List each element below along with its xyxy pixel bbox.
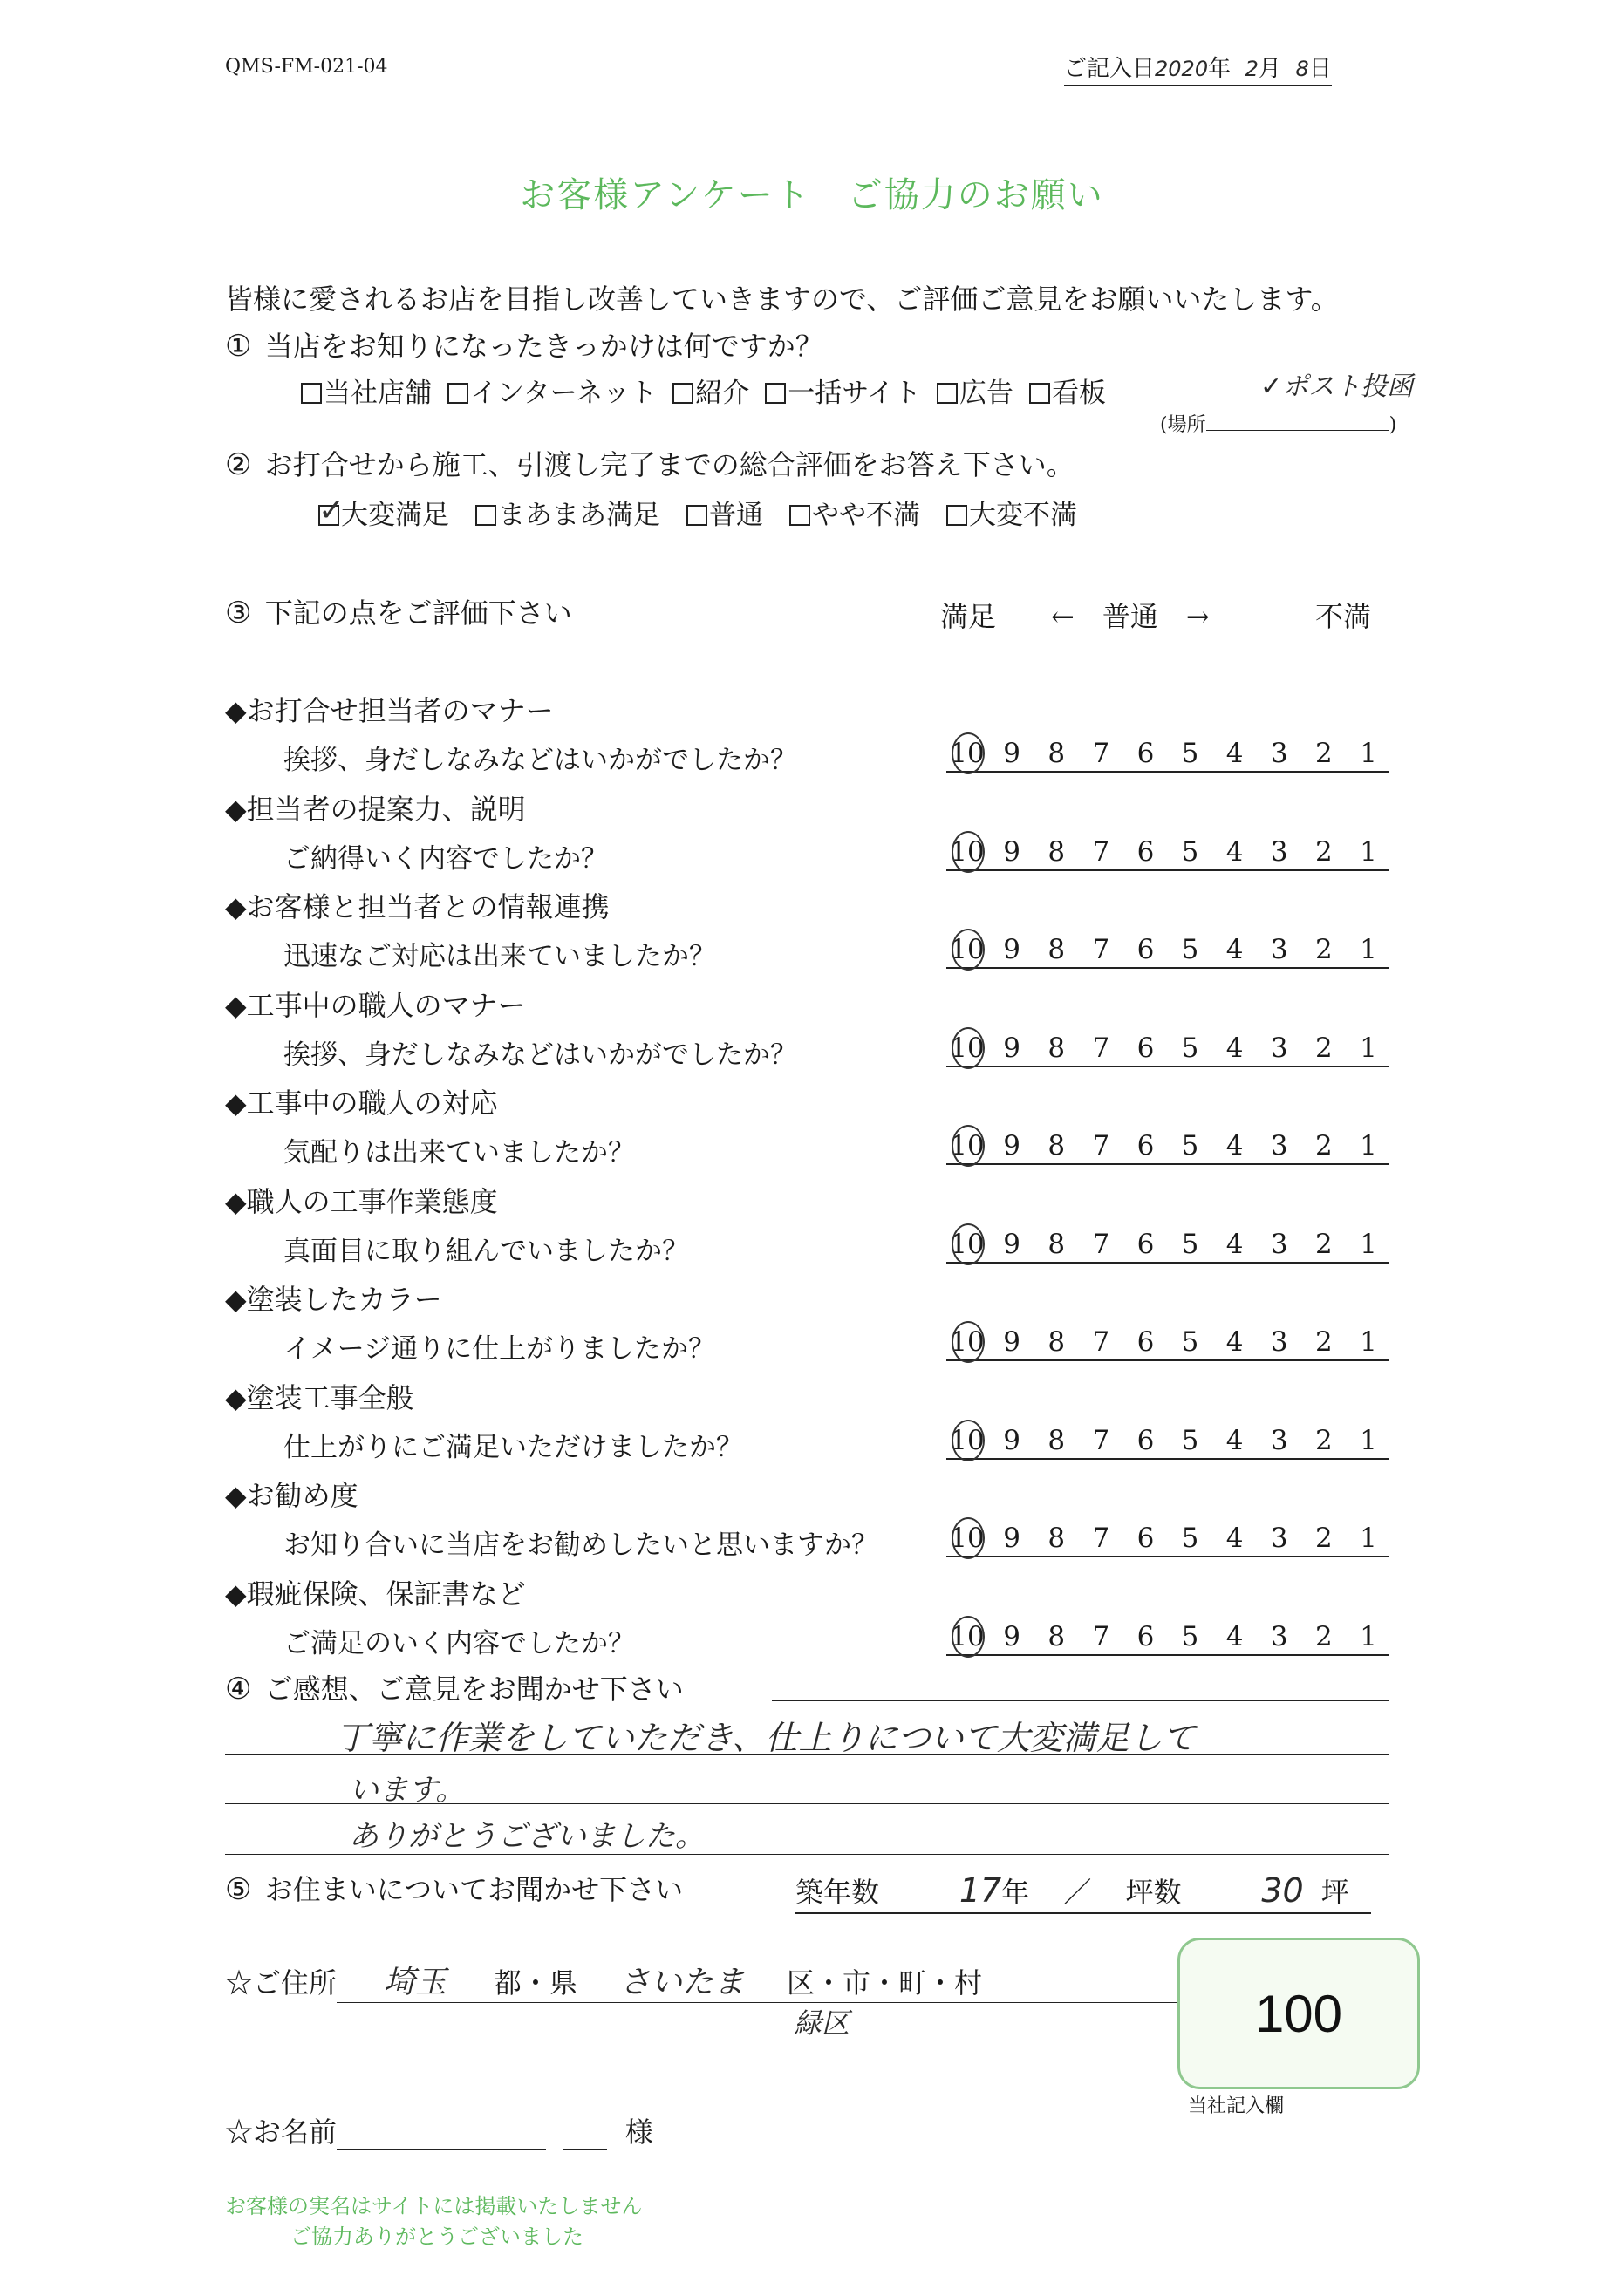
rating-option[interactable]: 1 [1360,1326,1377,1358]
rating-option[interactable]: 3 [1270,934,1288,965]
rating-option[interactable]: 9 [1003,1130,1020,1162]
name-label: ☆お名前 [225,2115,338,2149]
page-title: お客様アンケート ご協力のお願い [520,175,1104,215]
rating-option[interactable]: 7 [1092,1424,1110,1456]
rating-option[interactable]: 6 [1136,1032,1155,1064]
internal-score: 100 [1254,1984,1343,2043]
form-code: QMS-FM-021-04 [225,56,388,78]
rating-option[interactable]: 3 [1270,1620,1288,1652]
address-prefecture[interactable]: 埼玉 [384,1965,447,2000]
rating-option-selected[interactable]: 10 [950,1523,985,1554]
rating-option[interactable]: 5 [1181,1228,1199,1260]
rating-option[interactable]: 7 [1092,738,1110,769]
rating-option[interactable]: 1 [1360,1424,1377,1456]
rating-option[interactable]: 3 [1270,1523,1288,1554]
rating-option[interactable]: 6 [1136,835,1155,868]
rating-item-question: 真面目に取り組んでいましたか？ [283,1235,689,1267]
rating-item-heading: ◆職人の工事作業態度 [225,1184,498,1218]
rating-option[interactable]: 7 [1092,1326,1110,1358]
rating-scale [946,738,1389,773]
rating-option[interactable]: 3 [1270,835,1288,868]
question-5: ⑤ お住まいについてお聞かせ下さい [225,1872,684,1907]
checkmark-icon: ✓ [1260,371,1283,402]
rating-option[interactable]: 6 [1136,1130,1155,1162]
comment-text-2[interactable]: います。 [349,1773,466,1808]
rating-scale [946,934,1389,969]
rating-item-question: 仕上がりにご満足いただけましたか？ [283,1431,743,1463]
q2-option[interactable]: やや不満 [789,493,920,532]
rating-option[interactable]: 6 [1136,1326,1155,1358]
question-4: ④ ご感想、ご意見をお聞かせ下さい [225,1672,684,1707]
rating-option[interactable]: 4 [1225,1620,1244,1652]
question-3: ③ 下記の点をご評価下さい [225,596,572,630]
rating-option[interactable]: 8 [1047,1523,1066,1554]
rating-option-selected[interactable]: 10 [950,835,985,868]
place-note: (場所 ) [1160,414,1397,436]
rating-option[interactable]: 9 [1003,1424,1020,1456]
rating-option-selected[interactable]: 10 [950,1424,985,1456]
rating-option[interactable]: 6 [1136,1620,1155,1652]
rating-scale [946,1621,1389,1656]
rating-item-question: お知り合いに当店をお勧めしたいと思いますか？ [283,1530,878,1561]
rating-option[interactable]: 4 [1225,1326,1244,1358]
name-row [225,2110,653,2150]
rating-option[interactable]: 7 [1092,1130,1110,1162]
address-row: ☆ご住所 埼玉 都・県 さいたま 区・市・町・村 [225,1958,1191,2003]
age-label: 築年数 [795,1876,880,1909]
rating-item-heading: ◆瑕疵保険、保証書など [225,1577,526,1611]
question-2: ② お打合せから施工、引渡し完了までの総合評価をお答え下さい。 [225,447,1075,482]
internal-use-label: 当社記入欄 [1188,2095,1285,2117]
rating-option-selected[interactable]: 10 [950,934,985,965]
rating-scale [946,1523,1389,1557]
rating-option[interactable]: 1 [1360,1523,1377,1554]
rating-option[interactable]: 7 [1092,934,1110,965]
checkbox[interactable] [475,505,496,526]
rating-option[interactable]: 4 [1225,1032,1244,1064]
rating-option[interactable]: 9 [1003,738,1020,769]
question-1: ① 当店をお知りになったきっかけは何ですか？ [225,329,823,364]
rating-option[interactable]: 6 [1136,738,1155,769]
rating-option-selected[interactable]: 10 [950,1620,985,1652]
rating-option[interactable]: 9 [1003,835,1020,868]
rating-option[interactable]: 2 [1315,1032,1333,1064]
rating-option[interactable]: 3 [1270,1424,1288,1456]
rating-option[interactable]: 7 [1092,1032,1110,1064]
entry-date: ご記入日2020年 2月 8日 [1064,51,1332,86]
rating-option-selected[interactable]: 10 [950,1032,985,1064]
rating-scale [946,1130,1389,1165]
rating-option[interactable]: 8 [1047,934,1066,965]
rating-item-question: 挨拶、身だしなみなどはいかがでしたか？ [283,745,797,776]
q1-option[interactable]: 紹介 [672,371,749,410]
rating-option[interactable]: 4 [1225,934,1244,965]
address-city[interactable]: さいたま [619,1965,746,2000]
rating-item-heading: ◆担当者の提案力、説明 [225,792,526,826]
rating-option[interactable]: 8 [1047,1424,1066,1456]
rating-option[interactable]: 6 [1136,934,1155,965]
rating-option[interactable]: 2 [1315,738,1333,769]
rating-option[interactable]: 3 [1270,1032,1288,1064]
scale-bad-label: 不満 [1315,600,1372,633]
checkbox[interactable] [1029,383,1050,404]
rating-option[interactable]: 4 [1225,1523,1244,1554]
checkbox[interactable] [937,383,958,404]
rating-option[interactable]: 9 [1003,934,1020,965]
scale-mid-label: ← 普通 → [1051,600,1210,633]
intro-text: 皆様に愛されるお店を目指し改善していきますので、ご評価ご意見をお願いいたします。 [225,283,1339,316]
rating-option[interactable]: 7 [1092,835,1110,868]
rating-option[interactable]: 2 [1315,934,1333,965]
rating-option[interactable]: 5 [1181,1424,1199,1456]
rating-option[interactable]: 2 [1315,835,1333,868]
rating-item-question: 迅速なご対応は出来ていましたか？ [283,941,716,972]
age-value[interactable]: 17 [959,1871,1002,1910]
rating-option-selected[interactable]: 10 [950,1326,985,1358]
rating-option[interactable]: 4 [1225,738,1244,769]
q1-option[interactable]: 看板 [1029,371,1106,410]
checkbox[interactable] [447,383,468,404]
rating-item-heading: ◆塗装したカラー [225,1283,442,1316]
rating-option[interactable]: 3 [1270,738,1288,769]
rating-option[interactable]: 3 [1270,1326,1288,1358]
comment-line [772,1700,1389,1701]
rating-option[interactable]: 1 [1360,1130,1377,1162]
rating-option[interactable]: 5 [1181,738,1199,769]
rating-option[interactable]: 1 [1360,738,1377,769]
rating-option-selected[interactable]: 10 [950,738,985,769]
checkbox[interactable] [789,505,810,526]
rating-option[interactable]: 8 [1047,1130,1066,1162]
rating-option[interactable]: 9 [1003,1228,1020,1260]
rating-option[interactable]: 2 [1315,1228,1333,1260]
rating-option[interactable]: 8 [1047,835,1066,868]
rating-option[interactable]: 3 [1270,1228,1288,1260]
rating-option[interactable]: 6 [1136,1523,1155,1554]
rating-option[interactable]: 8 [1047,1620,1066,1652]
q1-options [301,371,1122,410]
scale-good-label: 満足 [940,600,997,633]
q2-option[interactable]: 普通 [686,493,763,532]
rating-option[interactable]: 5 [1181,1523,1199,1554]
rating-scale [946,836,1389,871]
rating-item-question: イメージ通りに仕上がりましたか？ [283,1333,716,1365]
rating-item-heading: ◆工事中の職人のマナー [225,988,526,1022]
rating-option[interactable]: 2 [1315,1523,1333,1554]
rating-item-heading: ◆お客様と担当者との情報連携 [225,890,610,923]
rating-option[interactable]: 7 [1092,1523,1110,1554]
rating-item-question: 気配りは出来ていましたか？ [283,1137,635,1168]
rating-option-selected[interactable]: 10 [950,1130,985,1162]
q1-option[interactable]: 一括サイト [765,371,921,410]
checkmark-icon: ✓ [318,493,345,528]
checkbox[interactable] [672,383,693,404]
checkbox[interactable] [765,383,786,404]
privacy-note: お客様の実名はサイトには掲載いたしません [225,2194,643,2218]
rating-option[interactable]: 4 [1225,1424,1244,1456]
rating-option[interactable]: 1 [1360,934,1377,965]
date-label: ご記入日 [1064,56,1156,82]
internal-score-box [1177,1938,1420,2089]
checkbox-checked[interactable] [318,493,345,528]
comment-text-1[interactable]: 丁寧に作業をしていただき、仕上りについて大変満足して [336,1719,1196,1757]
rating-option[interactable]: 5 [1181,1032,1199,1064]
rating-item-question: 挨拶、身だしなみなどはいかがでしたか？ [283,1039,797,1071]
rating-option[interactable]: 5 [1181,1620,1199,1652]
rating-item-question: ご納得いく内容でしたか？ [283,842,608,875]
rating-scale [946,1229,1389,1264]
rating-scale [946,1425,1389,1460]
name-field[interactable] [337,2115,546,2150]
q2-option-selected[interactable]: ✓ 大変満足 [318,493,449,531]
date-day: 8 [1295,57,1309,81]
rating-option[interactable]: 5 [1181,1326,1199,1358]
rating-item-heading: ◆塗装工事全般 [225,1380,414,1414]
rating-option[interactable]: 1 [1360,1620,1377,1652]
thanks-note: ご協力ありがとうございました [290,2224,583,2249]
rating-option[interactable]: 3 [1270,1130,1288,1162]
rating-option[interactable]: 6 [1136,1228,1155,1260]
rating-item-heading: ◆工事中の職人の対応 [225,1087,498,1120]
rating-option[interactable]: 2 [1315,1620,1333,1652]
rating-option[interactable]: 1 [1360,835,1377,868]
rating-option[interactable]: 1 [1360,1032,1377,1064]
address-label: ☆ご住所 [225,1966,338,2000]
rating-option[interactable]: 9 [1003,1620,1020,1652]
rating-option[interactable]: 5 [1181,1130,1199,1162]
rating-option[interactable]: 8 [1047,1032,1066,1064]
rating-option[interactable]: 2 [1315,1326,1333,1358]
q2-option[interactable]: まあまあ満足 [475,493,660,532]
rating-scale [946,1032,1389,1067]
q1-option[interactable]: 広告 [937,371,1013,410]
rating-option[interactable]: 9 [1003,1032,1020,1064]
area-value[interactable]: 30 [1261,1871,1304,1910]
rating-option[interactable]: 2 [1315,1424,1333,1456]
rating-item-question: ご満足のいく内容でしたか？ [283,1627,635,1659]
q1-handwritten-other: ✓ポスト投函 [1260,371,1414,402]
q1-option[interactable]: 当社店舗 [301,371,432,410]
rating-option[interactable]: 9 [1003,1326,1020,1358]
house-info: 築年数 17年 ／ 坪数 30 坪 [795,1870,1371,1914]
rating-option[interactable]: 8 [1047,1228,1066,1260]
rating-option[interactable]: 7 [1092,1228,1110,1260]
rating-option[interactable]: 1 [1360,1228,1377,1260]
q2-option[interactable]: 大変不満 [946,493,1077,532]
name-suffix: 様 [624,2115,653,2149]
rating-item-heading: ◆お打合せ担当者のマナー [225,694,554,727]
comment-text-3[interactable]: ありがとうございました。 [349,1819,705,1854]
area-label: 坪数 [1125,1876,1182,1909]
rating-option[interactable]: 7 [1092,1620,1110,1652]
checkbox[interactable] [686,505,707,526]
rating-option-selected[interactable]: 10 [950,1228,985,1260]
rating-option[interactable]: 8 [1047,738,1066,769]
rating-option[interactable]: 5 [1181,934,1199,965]
checkbox[interactable] [301,383,322,404]
q2-options [318,493,1093,532]
rating-scale [946,1326,1389,1361]
rating-option[interactable]: 6 [1136,1424,1155,1456]
address-ward[interactable]: 緑区 [794,2006,850,2040]
date-year: 2020 [1155,57,1209,81]
checkbox[interactable] [946,505,967,526]
q1-option[interactable]: インターネット [447,371,657,410]
rating-option[interactable]: 2 [1315,1130,1333,1162]
rating-option[interactable]: 9 [1003,1523,1020,1554]
rating-item-heading: ◆お勧め度 [225,1479,358,1512]
rating-option[interactable]: 4 [1225,1228,1244,1260]
rating-option[interactable]: 8 [1047,1326,1066,1358]
rating-option[interactable]: 4 [1225,835,1244,868]
rating-option[interactable]: 4 [1225,1130,1244,1162]
rating-option[interactable]: 5 [1181,835,1199,868]
date-month: 2 [1245,57,1259,81]
